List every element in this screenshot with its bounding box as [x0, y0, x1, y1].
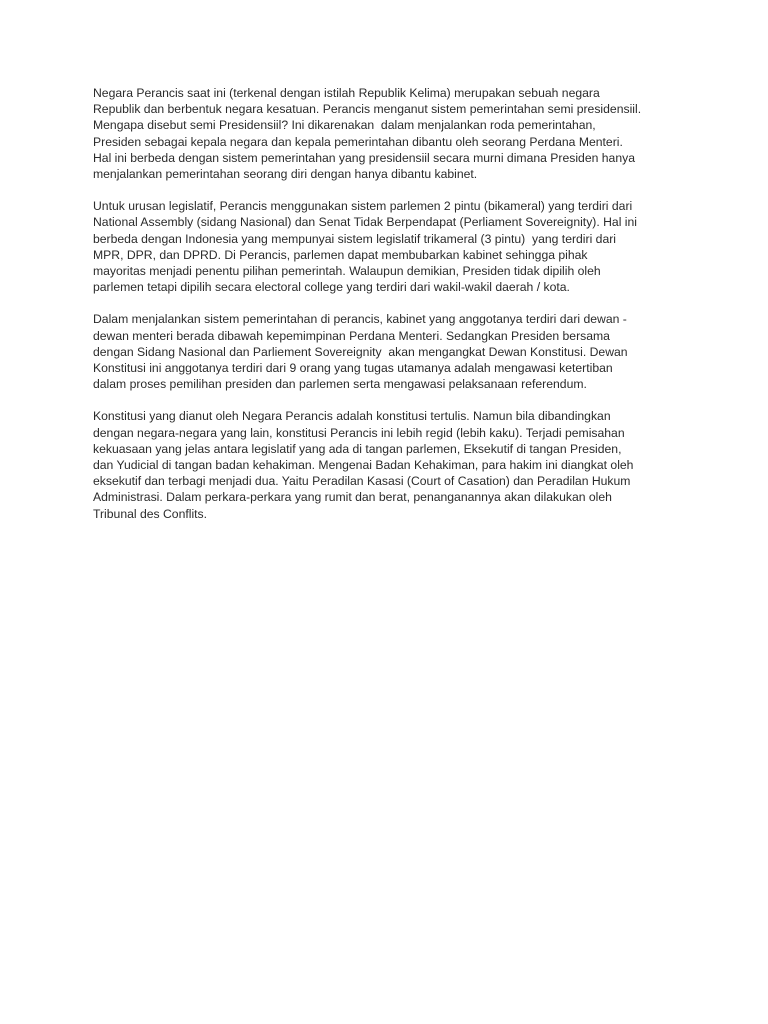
- paragraph-kabinet: [93, 311, 693, 392]
- text-line: Republik dan berbentuk negara kesatuan. Perancis menganut sistem pemerintahan semi presidensiil.: [93, 102, 642, 117]
- text-line: menjalankan pemerintahan seorang diri dengan hanya dibantu kabinet.: [93, 167, 478, 182]
- paragraph-konstitusi: [93, 408, 693, 521]
- text-line: MPR, DPR, dan DPRD. Di Perancis, parlemen dapat membubarkan kabinet sehingga pihak: [93, 247, 588, 262]
- text-line: Hal ini berbeda dengan sistem pemerintahan yang presidensiil secara murni dimana Presiden hanya: [93, 150, 635, 165]
- document-body: [93, 85, 693, 538]
- text-line: dengan Sidang Nasional dan Parliement Sovereignity akan mengangkat Dewan Konstitusi. Dewan: [93, 344, 628, 359]
- text-line: Tribunal des Conflits.: [93, 506, 208, 521]
- text-line: Negara Perancis saat ini (terkenal dengan istilah Republik Kelima) merupakan sebuah negara: [93, 86, 600, 100]
- text-line: dewan menteri berada dibawah kepemimpinan Perdana Menteri. Sedangkan Presiden bersama: [93, 328, 610, 343]
- paragraph-legislatif: [93, 198, 693, 295]
- text-line: Konstitusi yang dianut oleh Negara Perancis adalah konstitusi tertulis. Namun bila dibandingkan: [93, 409, 611, 424]
- text-line: kekuasaan yang jelas antara legislatif yang ada di tangan parlemen, Eksekutif di tangan Presiden,: [93, 441, 622, 456]
- text-line: berbeda dengan Indonesia yang mempunyai sistem legislatif trikameral (3 pintu) yang terdiri dari: [93, 231, 616, 246]
- paragraph-republik-kelima: [93, 85, 693, 182]
- text-line: National Assembly (sidang Nasional) dan Senat Tidak Berpendapat (Perliament Sovereignity). Hal ini: [93, 215, 637, 230]
- text-line: Mengapa disebut semi Presidensiil? Ini dikarenakan dalam menjalankan roda pemerintahan,: [93, 118, 596, 133]
- text-line: parlemen tetapi dipilih secara electoral college yang terdiri dari wakil-wakil daerah / kota.: [93, 280, 570, 295]
- text-line: Konstitusi ini anggotanya terdiri dari 9 orang yang tugas utamanya adalah mengawasi ketertiban: [93, 361, 613, 376]
- text-line: eksekutif dan terbagi menjadi dua. Yaitu Peradilan Kasasi (Court of Casation) dan Peradilan Hukum: [93, 474, 631, 489]
- text-line: dan Yudicial di tangan badan kehakiman. Mengenai Badan Kehakiman, para hakim ini diangkat oleh: [93, 458, 634, 473]
- text-line: dengan negara-negara yang lain, konstitusi Perancis ini lebih regid (lebih kaku). Terjadi pemisahan: [93, 425, 625, 440]
- text-line: Presiden sebagai kepala negara dan kepala pemerintahan dibantu oleh seorang Perdana Menteri.: [93, 134, 623, 149]
- text-line: mayoritas menjadi penentu pilihan pemerintah. Walaupun demikian, Presiden tidak dipilih oleh: [93, 264, 601, 279]
- text-line: Dalam menjalankan sistem pemerintahan di perancis, kabinet yang anggotanya terdiri dari dewan -: [93, 312, 627, 327]
- text-line: dalam proses pemilihan presiden dan parlemen serta mengawasi pelaksanaan referendum.: [93, 377, 587, 392]
- text-line: Administrasi. Dalam perkara-perkara yang rumit dan berat, penanganannya akan dilakukan oleh: [93, 490, 612, 505]
- text-line: Untuk urusan legislatif, Perancis menggunakan sistem parlemen 2 pintu (bikameral) yang terdiri dari: [93, 199, 633, 214]
